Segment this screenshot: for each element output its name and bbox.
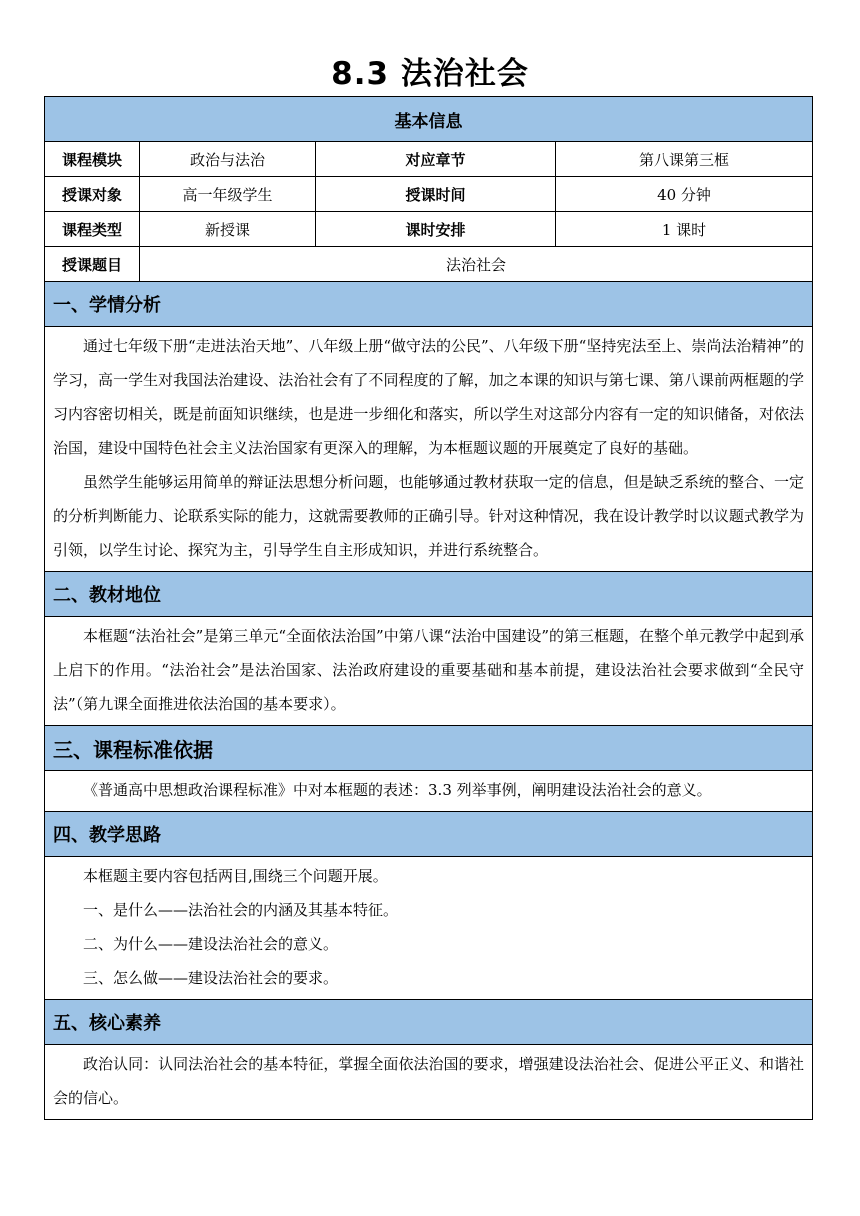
- paragraph: 政治认同：认同法治社会的基本特征，掌握全面依法治国的要求，增强建设法治社会、促进公平正义、和谐社会的信心。: [53, 1055, 804, 1107]
- info-value: 高一年级学生: [140, 177, 316, 212]
- info-row: [45, 212, 813, 247]
- section-body-core-literacy: [45, 1045, 813, 1120]
- info-value: 第八课第三框: [556, 142, 813, 177]
- info-label: 课时安排: [316, 212, 556, 247]
- paragraph: 二、为什么——建设法治社会的意义。: [83, 935, 339, 953]
- paragraph: 本框题主要内容包括两目,围绕三个问题开展。: [83, 867, 388, 885]
- paragraph: 一、是什么——法治社会的内涵及其基本特征。: [83, 901, 399, 919]
- section-body-textbook-position: [45, 617, 813, 726]
- topic-label: 授课题目: [45, 247, 140, 282]
- section-body-student-analysis: [45, 327, 813, 572]
- page-title: 8.3 法治社会: [331, 56, 529, 92]
- info-value: 新授课: [140, 212, 316, 247]
- info-row: [45, 177, 813, 212]
- paragraph: 虽然学生能够运用简单的辩证法思想分析问题，也能够通过教材获取一定的信息，但是缺乏系统的整合、一定的分析判断能力、论联系实际的能力，这就需要教师的正确引导。针对这种情况，我在设计教学时以议题式教学为引领，以学生讨论、探究为主，引导学生自主形成知识，并进行系统整合。: [53, 473, 804, 559]
- info-label: 对应章节: [316, 142, 556, 177]
- topic-row: [45, 247, 813, 282]
- section-body-curriculum-standard: [45, 771, 813, 812]
- section-heading-curriculum-standard: 三、课程标准依据: [45, 726, 813, 771]
- paragraph: 本框题“法治社会”是第三单元“全面依法治国”中第八课“法治中国建设”的第三框题，在整个单元教学中起到承上启下的作用。“法治社会”是法治国家、法治政府建设的重要基础和基本前提，建设法治社会要求做到“全民守法”（第九课全面推进依法治国的基本要求）。: [53, 627, 805, 713]
- section-heading-student-analysis: 一、学情分析: [45, 282, 813, 327]
- info-value: 政治与法治: [140, 142, 316, 177]
- basic-info-header: 基本信息: [45, 97, 813, 142]
- info-row: [45, 142, 813, 177]
- info-label: 授课时间: [316, 177, 556, 212]
- info-value: 1 课时: [556, 212, 813, 247]
- info-label: 课程模块: [45, 142, 140, 177]
- lesson-plan-table: [44, 96, 812, 1120]
- paragraph: 通过七年级下册“走进法治天地”、八年级上册“做守法的公民”、八年级下册“坚持宪法至上、崇尚法治精神”的学习，高一学生对我国法治建设、法治社会有了不同程度的了解，加之本课的知识与第七课、第八课前两框题的学习内容密切相关，既是前面知识继续，也是进一步细化和落实，所以学生对这部分内容有一定的知识储备，对依法治国，建设中国特色社会主义法治国家有更深入的理解，为本框题议题的开展奠定了良好的基础。: [53, 337, 805, 457]
- info-value: 40 分钟: [556, 177, 813, 212]
- topic-value: 法治社会: [140, 247, 813, 282]
- paragraph: 《普通高中思想政治课程标准》中对本框题的表述：3.3 列举事例，阐明建设法治社会的意义。: [83, 781, 712, 799]
- info-label: 课程类型: [45, 212, 140, 247]
- section-body-teaching-approach: [45, 857, 813, 1000]
- info-label: 授课对象: [45, 177, 140, 212]
- section-heading-teaching-approach: 四、教学思路: [45, 812, 813, 857]
- section-heading-core-literacy: 五、核心素养: [45, 1000, 813, 1045]
- paragraph: 三、怎么做——建设法治社会的要求。: [83, 969, 339, 987]
- section-heading-textbook-position: 二、教材地位: [45, 572, 813, 617]
